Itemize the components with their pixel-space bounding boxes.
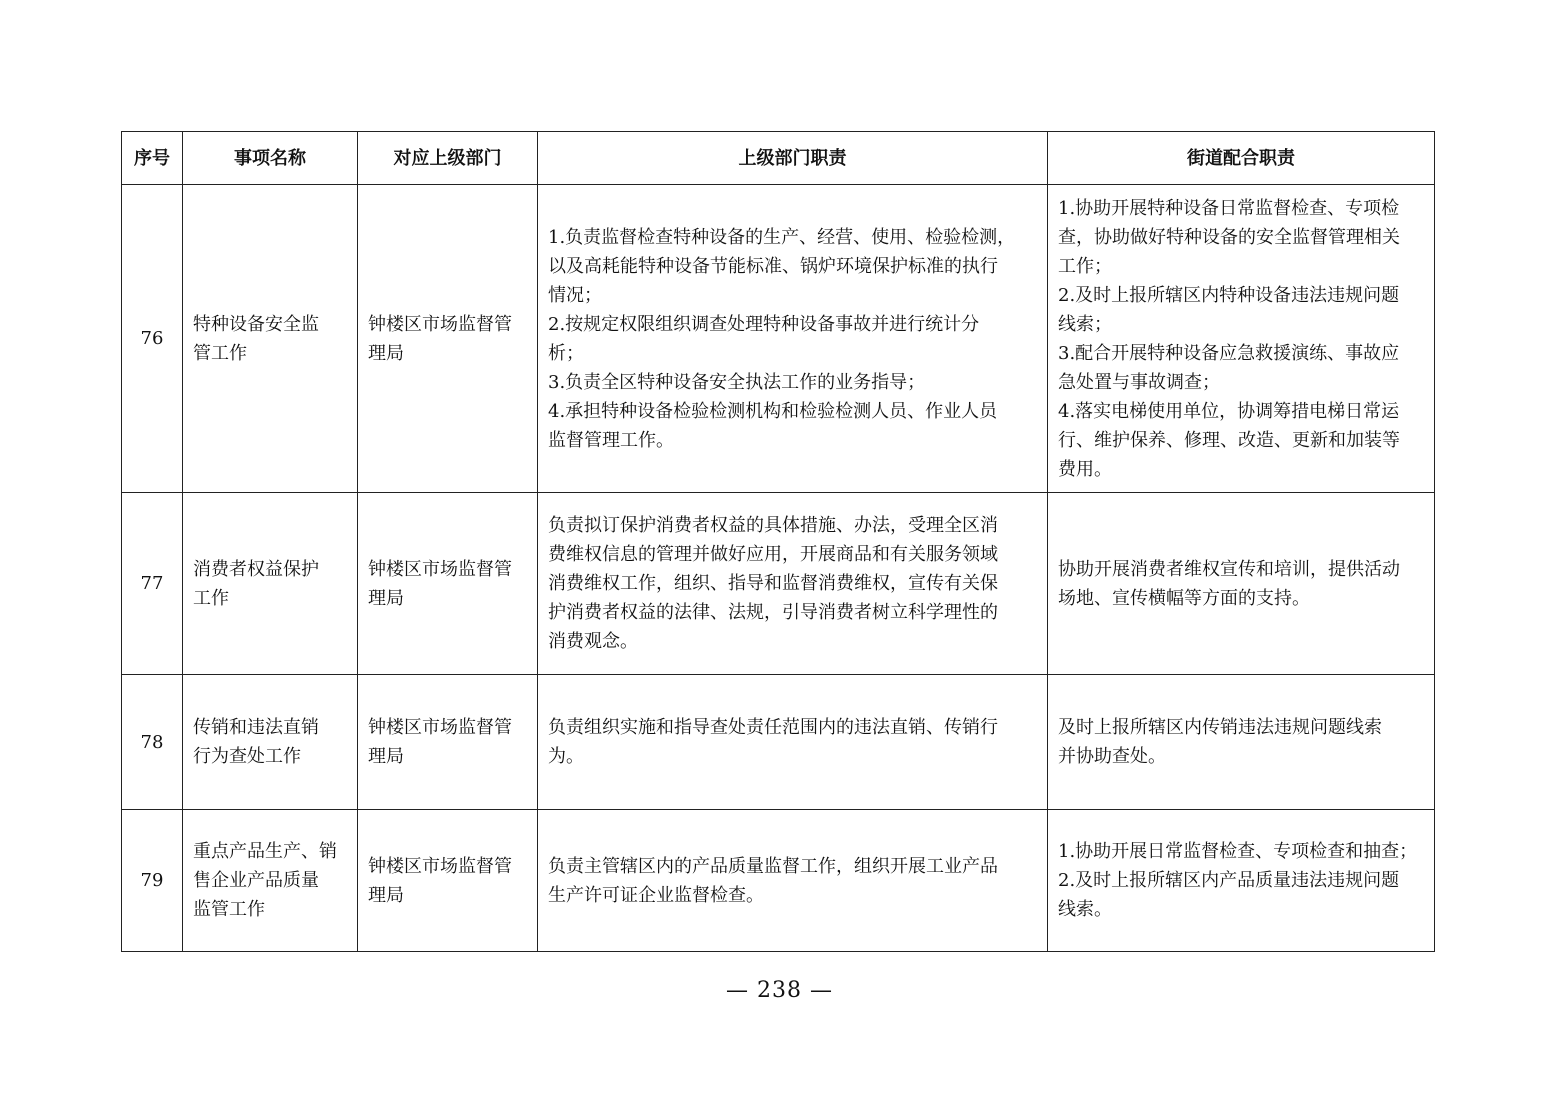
row-department-line: 理局	[368, 884, 404, 906]
row-department-line: 理局	[368, 746, 404, 767]
row-street-duty-line: 费用。	[1058, 458, 1112, 480]
row-street-duty-line: 行、维护保养、修理、改造、更新和加装等	[1058, 429, 1400, 451]
row-street-duty-line: 1.协助开展特种设备日常监督检查、专项检	[1058, 197, 1400, 219]
row-street-duty	[1048, 493, 1435, 675]
row-item-name-line: 消费者权益保护	[193, 558, 319, 580]
row-dept-duty-line: 为。	[548, 746, 584, 767]
row-item-name	[183, 493, 358, 675]
row-item-name	[183, 675, 358, 810]
row-street-duty	[1048, 675, 1435, 810]
row-dept-duty-line: 情况；	[548, 284, 602, 306]
row-department-line: 理局	[368, 587, 404, 609]
table-header-row	[122, 132, 1435, 185]
row-street-duty-line: 线索。	[1058, 899, 1112, 920]
row-street-duty-line: 查，协助做好特种设备的安全监督管理相关	[1058, 226, 1400, 248]
page-number: — 238 —	[726, 978, 833, 1003]
header-item-name: 事项名称	[183, 132, 358, 185]
row-dept-duty	[538, 493, 1048, 675]
row-dept-duty-line: 负责主管辖区内的产品质量监督工作，组织开展工业产品	[548, 855, 998, 877]
row-dept-duty-line: 费维权信息的管理并做好应用，开展商品和有关服务领域	[548, 544, 998, 565]
table-body	[122, 185, 1435, 952]
row-dept-duty-line: 护消费者权益的法律、法规，引导消费者树立科学理性的	[548, 602, 998, 623]
row-item-name-line: 特种设备安全监	[193, 313, 319, 335]
row-street-duty-line: 场地、宣传横幅等方面的支持。	[1058, 587, 1310, 609]
row-item-name-line: 重点产品生产、销	[193, 841, 337, 862]
row-seq: 79	[122, 810, 183, 952]
row-dept-duty-line: 析；	[548, 342, 584, 364]
row-department	[358, 675, 538, 810]
row-item-name-line: 工作	[193, 587, 229, 609]
row-street-duty-line: 工作；	[1058, 255, 1112, 277]
duty-table	[121, 131, 1435, 952]
row-dept-duty-line: 3.负责全区特种设备安全执法工作的业务指导；	[548, 371, 926, 393]
row-item-name-line: 传销和违法直销	[193, 717, 319, 738]
table-row	[122, 185, 1435, 493]
row-dept-duty-line: 2.按规定权限组织调查处理特种设备事故并进行统计分	[548, 313, 980, 335]
row-street-duty-line: 3.配合开展特种设备应急救援演练、事故应	[1058, 342, 1400, 364]
row-street-duty-line: 及时上报所辖区内传销违法违规问题线索	[1058, 717, 1382, 738]
row-street-duty-line: 并协助查处。	[1058, 746, 1166, 767]
row-item-name-line: 管工作	[193, 342, 247, 364]
row-dept-duty-line: 1.负责监督检查特种设备的生产、经营、使用、检验检测，	[548, 226, 1016, 248]
row-dept-duty-line: 以及高耗能特种设备节能标准、锅炉环境保护标准的执行	[548, 255, 998, 277]
row-dept-duty	[538, 675, 1048, 810]
row-department	[358, 810, 538, 952]
header-seq: 序号	[122, 132, 183, 185]
table-row	[122, 675, 1435, 810]
row-item-name-line: 售企业产品质量	[193, 870, 319, 891]
row-street-duty-line: 1.协助开展日常监督检查、专项检查和抽查；	[1058, 841, 1418, 862]
row-item-name	[183, 810, 358, 952]
row-department-line: 钟楼区市场监督管	[368, 717, 512, 738]
row-street-duty-line: 协助开展消费者维权宣传和培训，提供活动	[1058, 558, 1400, 580]
row-department	[358, 185, 538, 493]
row-dept-duty-line: 消费观念。	[548, 631, 638, 652]
row-dept-duty-line: 4.承担特种设备检验检测机构和检验检测人员、作业人员	[548, 400, 998, 422]
row-item-name-line: 监管工作	[193, 899, 265, 920]
row-item-name	[183, 185, 358, 493]
row-dept-duty-line: 消费维权工作，组织、指导和监督消费维权，宣传有关保	[548, 573, 998, 594]
row-department-line: 钟楼区市场监督管	[368, 558, 512, 580]
row-department-line: 理局	[368, 342, 404, 364]
row-dept-duty-line: 生产许可证企业监督检查。	[548, 884, 764, 906]
row-dept-duty-line: 监督管理工作。	[548, 429, 674, 451]
row-department-line: 钟楼区市场监督管	[368, 313, 512, 335]
row-street-duty-line: 4.落实电梯使用单位，协调筹措电梯日常运	[1058, 400, 1400, 422]
row-street-duty	[1048, 810, 1435, 952]
row-seq: 77	[122, 493, 183, 675]
row-seq: 78	[122, 675, 183, 810]
row-seq: 76	[122, 185, 183, 493]
row-street-duty-line: 线索；	[1058, 313, 1112, 335]
row-department	[358, 493, 538, 675]
row-dept-duty	[538, 810, 1048, 952]
row-street-duty-line: 2.及时上报所辖区内特种设备违法违规问题	[1058, 284, 1400, 306]
header-street-duty: 街道配合职责	[1048, 132, 1435, 185]
row-street-duty-line: 急处置与事故调查；	[1058, 371, 1220, 393]
row-street-duty	[1048, 185, 1435, 493]
row-dept-duty-line: 负责组织实施和指导查处责任范围内的违法直销、传销行	[548, 717, 998, 738]
table-row	[122, 493, 1435, 675]
header-dept-duty: 上级部门职责	[538, 132, 1048, 185]
header-department: 对应上级部门	[358, 132, 538, 185]
table-row	[122, 810, 1435, 952]
row-department-line: 钟楼区市场监督管	[368, 855, 512, 877]
row-street-duty-line: 2.及时上报所辖区内产品质量违法违规问题	[1058, 870, 1400, 891]
row-dept-duty-line: 负责拟订保护消费者权益的具体措施、办法，受理全区消	[548, 515, 998, 536]
row-item-name-line: 行为查处工作	[193, 746, 301, 767]
row-dept-duty	[538, 185, 1048, 493]
